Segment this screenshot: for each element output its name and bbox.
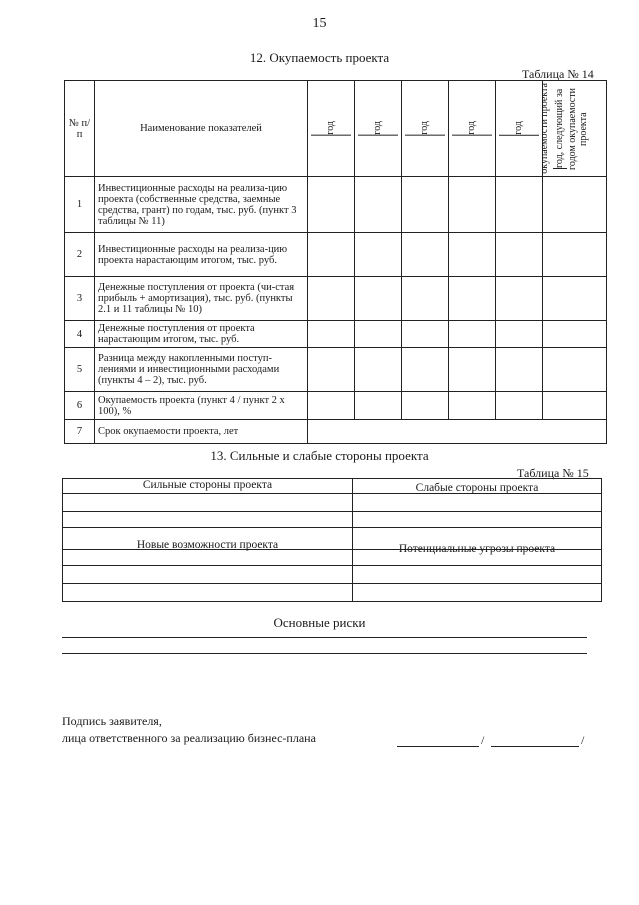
row-number: 7 <box>65 420 95 444</box>
header-year-3: год <box>402 81 449 177</box>
risks-line <box>62 653 587 654</box>
row-number: 5 <box>65 348 95 392</box>
risks-title: Основные риски <box>273 615 366 630</box>
table-row <box>65 392 607 420</box>
row-number: 2 <box>65 233 95 277</box>
header-payback-year: год окупаемости проекта <box>496 81 543 177</box>
swot-table <box>62 478 602 602</box>
header-year-1: год <box>308 81 355 177</box>
signature-separator: / <box>481 733 485 747</box>
section-title-payback: 12. Окупаемость проекта <box>249 50 390 65</box>
risks-line <box>62 637 587 638</box>
row-number: 6 <box>65 392 95 420</box>
signature-field[interactable] <box>397 746 479 747</box>
row-number: 1 <box>65 177 95 233</box>
table-15-label: Таблица № 15 <box>517 466 589 480</box>
header-next-year: год, следующий за годом окупаемости проекта <box>543 81 607 177</box>
table-header-row <box>65 81 607 177</box>
row-label: Денежные поступления от проекта (чи-стая прибыль + амортизация), тыс. руб. (пункты 2.1 и 11 таблицы № 10) <box>95 277 308 321</box>
row-label: Срок окупаемости проекта, лет <box>95 420 308 444</box>
table-row <box>65 321 607 348</box>
payback-table <box>64 80 607 444</box>
row-number: 4 <box>65 321 95 348</box>
header-year-4: год <box>449 81 496 177</box>
header-year-2: год <box>355 81 402 177</box>
header-number: № п/п <box>65 81 95 177</box>
signature-separator: / <box>581 733 585 747</box>
table-row <box>65 277 607 321</box>
table-14-label: Таблица № 14 <box>522 67 594 81</box>
table-row <box>65 420 607 444</box>
row-label: Денежные поступления от проекта нарастающим итогом, тыс. руб. <box>95 321 308 348</box>
header-indicator-name: Наименование показателей <box>95 81 308 177</box>
table-row <box>65 233 607 277</box>
table-row <box>65 177 607 233</box>
row-number: 3 <box>65 277 95 321</box>
signature-label: лица ответственного за реализацию бизнес-плана <box>62 731 316 745</box>
section-title-swot: 13. Сильные и слабые стороны проекта <box>210 448 429 463</box>
row-label: Инвестиционные расходы на реализа-цию проекта нарастающим итогом, тыс. руб. <box>95 233 308 277</box>
signature-label: Подпись заявителя, <box>62 714 162 728</box>
row-label: Разница между накопленными поступ-лениями и инвестиционными расходами (пункты 4 – 2), тыс. руб. <box>95 348 308 392</box>
page-number: 15 <box>312 16 327 31</box>
table-row <box>65 348 607 392</box>
row-label: Инвестиционные расходы на реализа-цию проекта (собственные средства, заемные средства, грант) по годам, тыс. руб. (пункт 3 таблицы № 11) <box>95 177 308 233</box>
signature-name-field[interactable] <box>491 746 579 747</box>
strengths-header: Сильные стороны проекта <box>142 479 273 491</box>
threats-header: Потенциальные угрозы проекта <box>398 543 556 555</box>
opportunities-header: Новые возможности проекта <box>136 539 279 551</box>
row-label: Окупаемость проекта (пункт 4 / пункт 2 x 100), % <box>95 392 308 420</box>
weaknesses-header: Слабые стороны проекта <box>415 482 539 494</box>
